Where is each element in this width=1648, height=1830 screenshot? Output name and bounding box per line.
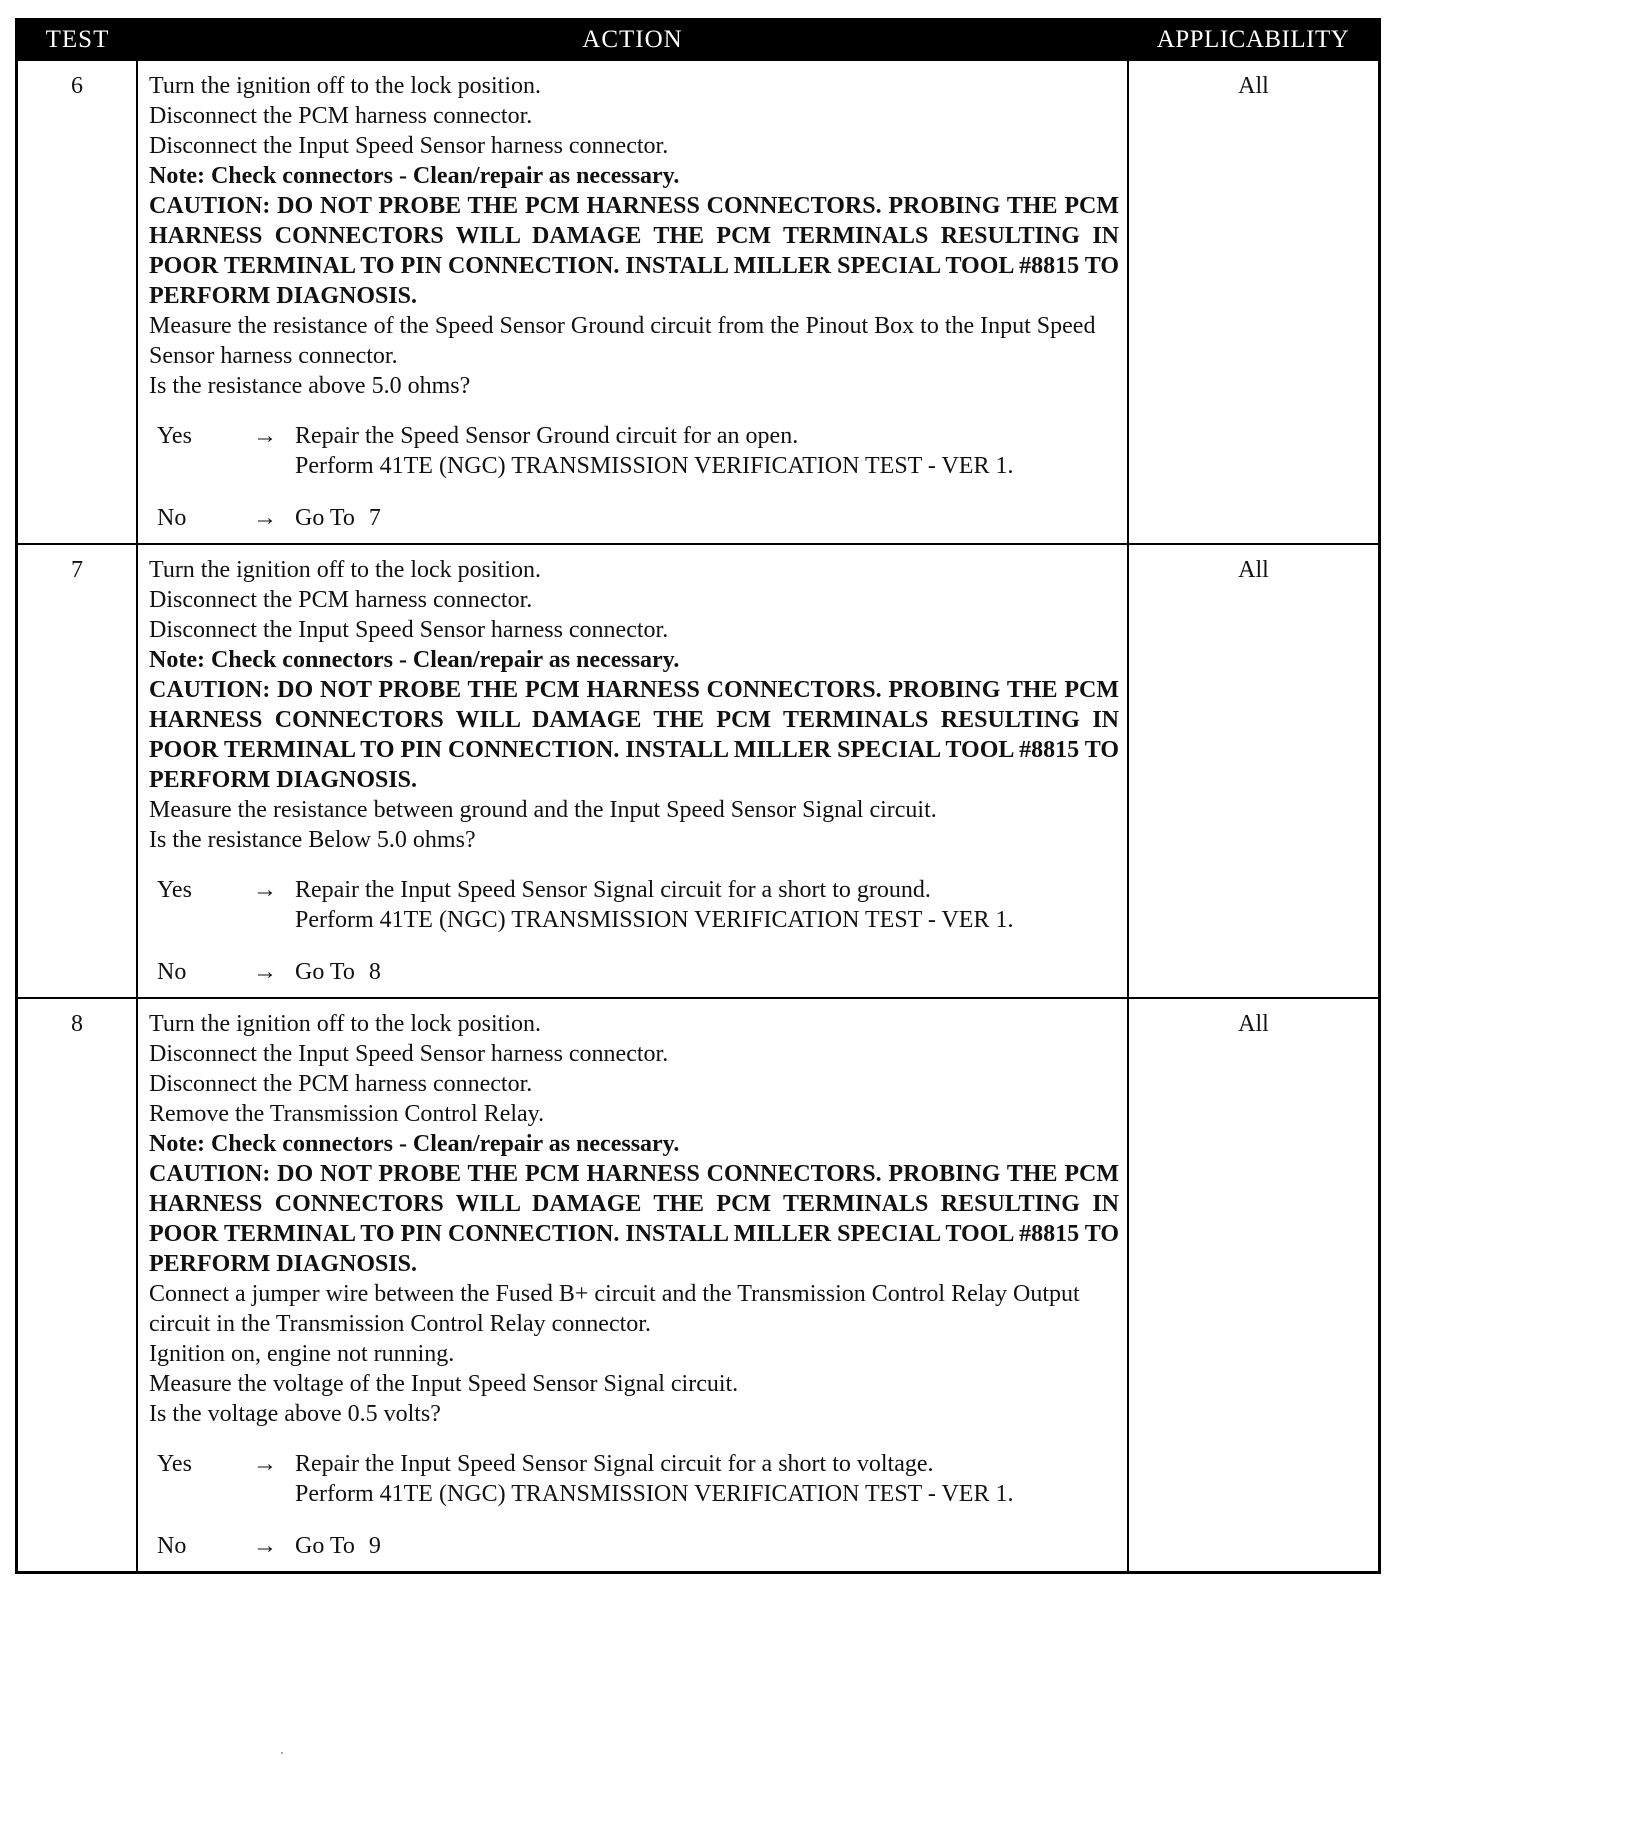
yes-label: Yes: [157, 423, 192, 449]
yes-action: Repair the Input Speed Sensor Signal circuit for a short to ground.: [295, 877, 931, 903]
yes-body: [295, 875, 1119, 935]
yes-verify: Perform 41TE (NGC) TRANSMISSION VERIFICATION TEST - VER 1.: [295, 1481, 1014, 1507]
measure-step: Measure the voltage of the Input Speed Sensor Signal circuit.: [149, 1371, 739, 1397]
yes-body: [295, 421, 1119, 481]
table-header-row: [18, 21, 1378, 60]
action-step: Disconnect the PCM harness connector.: [149, 103, 533, 129]
no-body: [295, 957, 1119, 987]
action-step: Remove the Transmission Control Relay.: [149, 1101, 545, 1127]
no-body: [295, 503, 1119, 533]
applicability-value: All: [1128, 60, 1378, 544]
applicability-value: All: [1128, 544, 1378, 998]
yes-action: Repair the Speed Sensor Ground circuit for an open.: [295, 423, 799, 449]
action-step: Disconnect the Input Speed Sensor harness connector.: [149, 1041, 669, 1067]
header-action: ACTION: [137, 21, 1128, 60]
no-label: No: [157, 505, 187, 531]
table-row: [18, 544, 1378, 998]
right-arrow-icon: →: [253, 1451, 277, 1477]
action-step: Turn the ignition off to the lock position.: [149, 557, 542, 583]
test-table: [18, 21, 1378, 1571]
table-row: [18, 60, 1378, 544]
yes-result: [149, 421, 1119, 481]
yes-action: Repair the Input Speed Sensor Signal circuit for a short to voltage.: [295, 1451, 934, 1477]
yes-label: Yes: [157, 1451, 192, 1477]
no-action: Go To: [295, 959, 355, 985]
right-arrow-icon: →: [253, 959, 277, 985]
note-text: Note: Check connectors - Clean/repair as necessary.: [149, 163, 680, 189]
applicability-value: All: [1128, 998, 1378, 1571]
action-step: Disconnect the Input Speed Sensor harness connector.: [149, 133, 669, 159]
header-test: TEST: [18, 21, 137, 60]
caution-text: CAUTION: DO NOT PROBE THE PCM HARNESS CONNECTORS. PROBING THE PCM HARNESS CONNECTORS WILL DAMAGE THE PCM TERMINALS RESULTING IN POOR TERMINAL TO PIN CONNECTION. INSTALL MILLER SPECIAL TOOL #8815 TO PERFORM DIAGNOSIS.: [149, 1161, 1119, 1277]
no-label: No: [157, 1533, 187, 1559]
diagnostic-test-table: [15, 18, 1381, 1574]
measure-step: Connect a jumper wire between the Fused B+ circuit and the Transmission Control Relay Output circuit in the Transmission Control Relay connector.: [149, 1281, 1080, 1337]
goto-target: 8: [368, 959, 381, 985]
test-number: 8: [18, 998, 137, 1571]
no-label: No: [157, 959, 187, 985]
scan-speck: [281, 1752, 283, 1754]
table-row: [18, 998, 1378, 1571]
note-text: Note: Check connectors - Clean/repair as necessary.: [149, 1131, 680, 1157]
right-arrow-icon: →: [253, 1533, 277, 1559]
action-cell: [137, 60, 1128, 544]
no-result: [149, 1531, 1119, 1561]
action-cell: [137, 544, 1128, 998]
no-result: [149, 957, 1119, 987]
yes-result: [149, 1449, 1119, 1509]
action-step: Disconnect the Input Speed Sensor harness connector.: [149, 617, 669, 643]
measure-step: Is the resistance above 5.0 ohms?: [149, 373, 471, 399]
goto-target: 9: [368, 1533, 381, 1559]
no-action: Go To: [295, 1533, 355, 1559]
right-arrow-icon: →: [253, 423, 277, 449]
yes-verify: Perform 41TE (NGC) TRANSMISSION VERIFICATION TEST - VER 1.: [295, 907, 1014, 933]
yes-verify: Perform 41TE (NGC) TRANSMISSION VERIFICATION TEST - VER 1.: [295, 453, 1014, 479]
no-result: [149, 503, 1119, 533]
yes-body: [295, 1449, 1119, 1509]
caution-text: CAUTION: DO NOT PROBE THE PCM HARNESS CONNECTORS. PROBING THE PCM HARNESS CONNECTORS WILL DAMAGE THE PCM TERMINALS RESULTING IN POOR TERMINAL TO PIN CONNECTION. INSTALL MILLER SPECIAL TOOL #8815 TO PERFORM DIAGNOSIS.: [149, 193, 1119, 309]
test-number: 6: [18, 60, 137, 544]
measure-step: Is the resistance Below 5.0 ohms?: [149, 827, 476, 853]
no-body: [295, 1531, 1119, 1561]
right-arrow-icon: →: [253, 877, 277, 903]
measure-step: Is the voltage above 0.5 volts?: [149, 1401, 441, 1427]
measure-step: Measure the resistance of the Speed Sensor Ground circuit from the Pinout Box to the Input Speed Sensor harness connector.: [149, 313, 1096, 369]
caution-text: CAUTION: DO NOT PROBE THE PCM HARNESS CONNECTORS. PROBING THE PCM HARNESS CONNECTORS WILL DAMAGE THE PCM TERMINALS RESULTING IN POOR TERMINAL TO PIN CONNECTION. INSTALL MILLER SPECIAL TOOL #8815 TO PERFORM DIAGNOSIS.: [149, 677, 1119, 793]
action-step: Disconnect the PCM harness connector.: [149, 587, 533, 613]
yes-label: Yes: [157, 877, 192, 903]
right-arrow-icon: →: [253, 505, 277, 531]
measure-step: Ignition on, engine not running.: [149, 1341, 455, 1367]
header-applicability: APPLICABILITY: [1128, 21, 1378, 60]
table-body: [18, 60, 1378, 1571]
note-text: Note: Check connectors - Clean/repair as necessary.: [149, 647, 680, 673]
measure-step: Measure the resistance between ground and the Input Speed Sensor Signal circuit.: [149, 797, 937, 823]
action-step: Disconnect the PCM harness connector.: [149, 1071, 533, 1097]
action-step: Turn the ignition off to the lock position.: [149, 1011, 542, 1037]
no-action: Go To: [295, 505, 355, 531]
goto-target: 7: [368, 505, 381, 531]
test-number: 7: [18, 544, 137, 998]
action-cell: [137, 998, 1128, 1571]
yes-result: [149, 875, 1119, 935]
action-step: Turn the ignition off to the lock position.: [149, 73, 542, 99]
